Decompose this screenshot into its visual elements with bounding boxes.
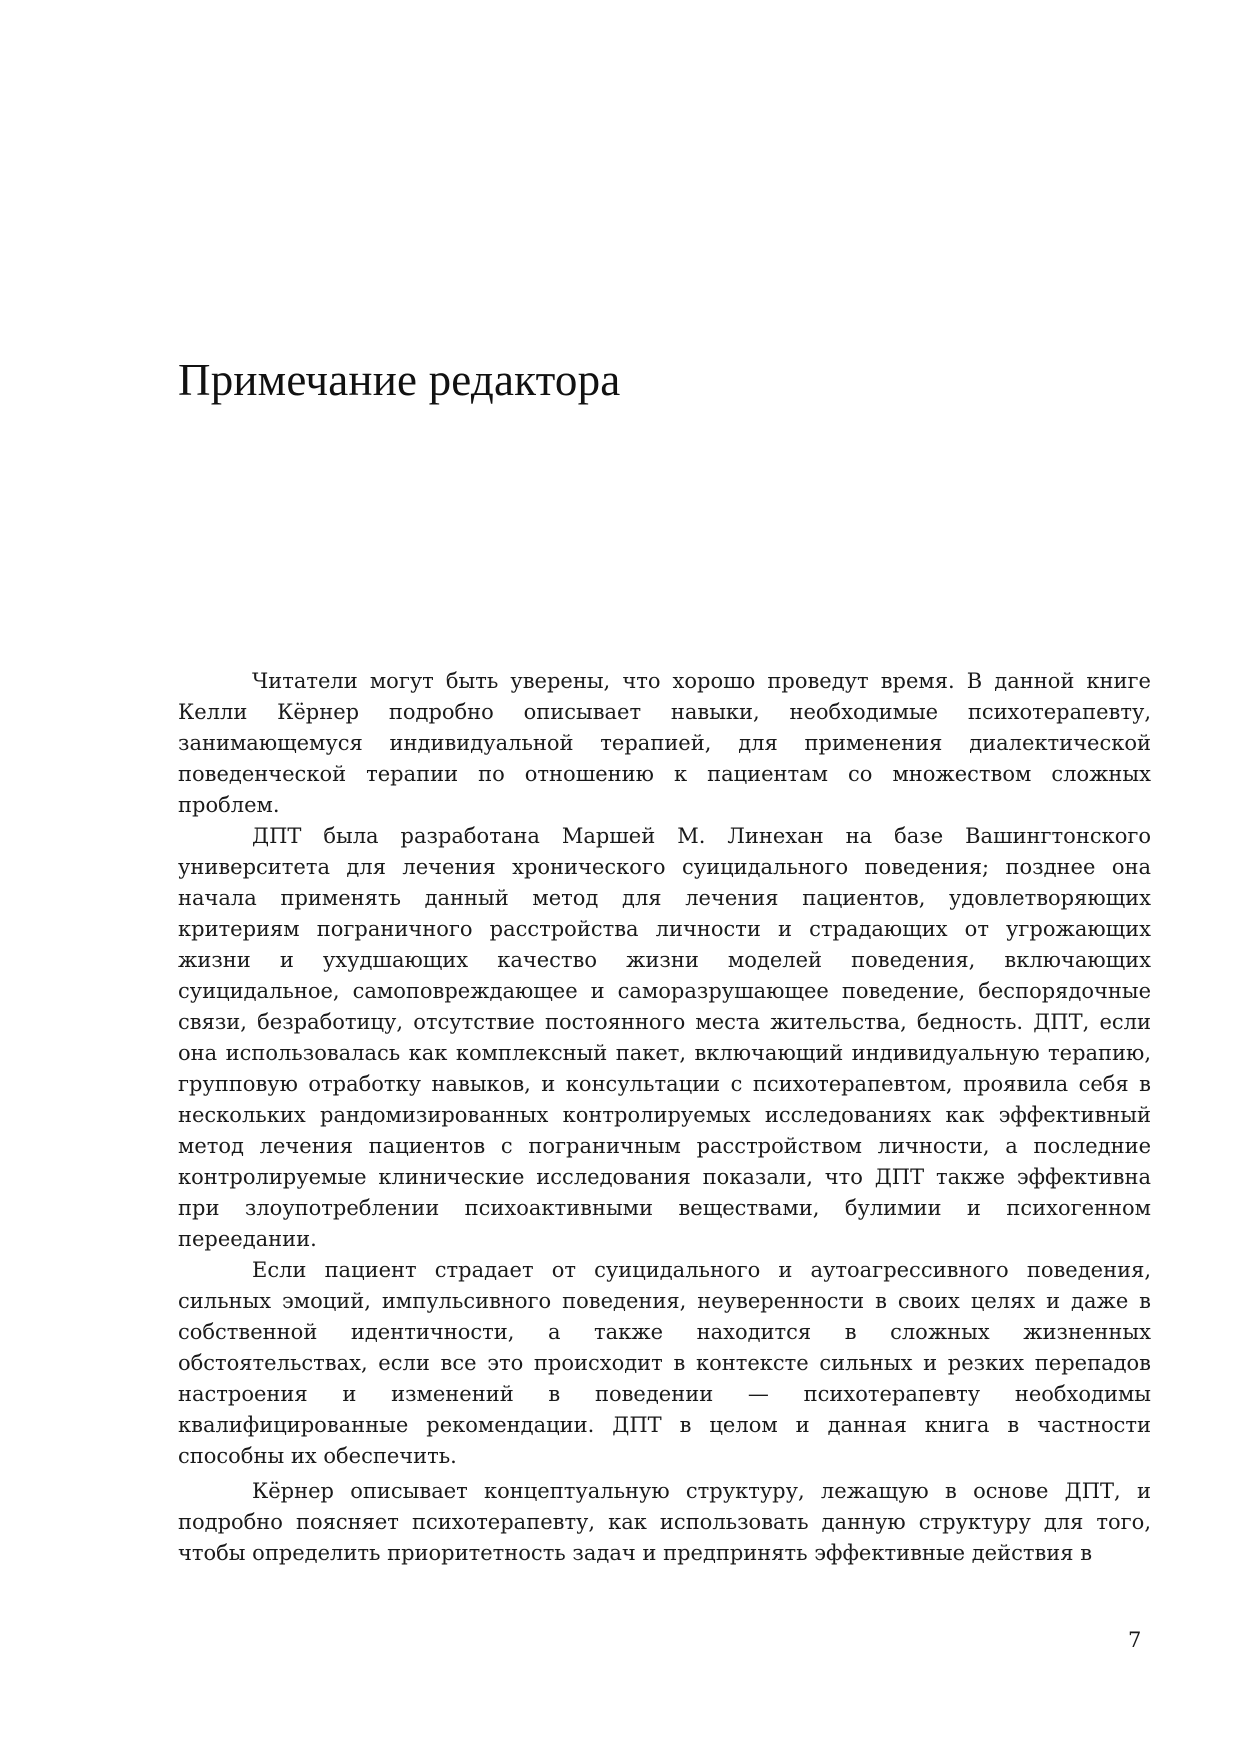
page-title: Примечание редактора [178,355,621,405]
paragraph-1: Читатели могут быть уверены, что хорошо проведут время. В данной книге Келли Кёрнер подробно описывает навыки, необходимые психотерапевту, занимающемуся индивидуальной терапией, для применения диалектической поведенческой терапии по отношению к пациентам со множеством сложных проблем. [178,669,1151,817]
paragraph-2: ДПТ была разработана Маршей М. Линехан на базе Вашингтонского университета для лечения хронического суицидального поведения; позднее она начала применять данный метод для лечения пациентов, удовлетворяющих критериям пограничного расстройства личности и страдающих от угрожающих жизни и ухудшающих качество жизни моделей поведения, включающих суицидальное, самоповреждающее и саморазрушающее поведение, беспорядочные связи, безработицу, отсутствие постоянного места жительства, бедность. ДПТ, если она использовалась как комплексный пакет, включающий индивидуальную терапию, групповую отработку навыков, и консультации с психотерапевтом, проявила себя в нескольких рандомизированных контролируемых исследованиях как эффективный метод лечения пациентов с пограничным расстройством личности, а последние контролируемые клинические исследования показали, что ДПТ также эффективна при злоупотреблении психоактивными веществами, булимии и психогенном переедании. [178,824,1151,1251]
paragraph-4: Кёрнер описывает концептуальную структуру, лежащую в основе ДПТ, и подробно поясняет психотерапевту, как использовать данную структуру для того, чтобы определить приоритетность задач и предпринять эффективные действия в [178,1479,1151,1565]
body-text [178,666,1151,1569]
paragraph-3: Если пациент страдает от суицидального и аутоагрессивного поведения, сильных эмоций, импульсивного поведения, неуверенности в своих целях и даже в собственной идентичности, а также находится в сложных жизненных обстоятельствах, если все это происходит в контексте сильных и резких перепадов настроения и изменений в поведении — психотерапевту необходимы квалифицированные рекомендации. ДПТ в целом и данная книга в частности способны их обеспечить. [178,1258,1151,1468]
page-number: 7 [1128,1628,1142,1652]
